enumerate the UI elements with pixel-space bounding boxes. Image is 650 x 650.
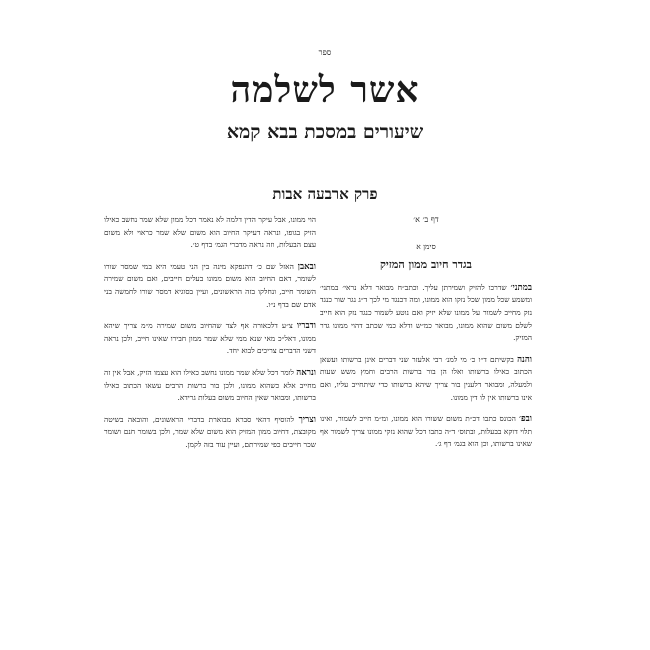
paragraph-text: בקשיתם ד״ו כ׳ מי למנ׳ רבי אלעזר שני דברים אינן ברשותו ועשאן הכתוב כאילו ברשותו ואלו הן בור ברשות הרבים וחמץ משש שעות ולמעלה, ומבואר דלענין בור צריך שיהא ברשותו כדי שיתחייב עליו, ואם אינו ברשותו אין לו דין ממונו. (320, 354, 532, 402)
paragraph-lead: ודבריו (296, 321, 316, 332)
paragraph (104, 414, 316, 452)
paragraph (104, 261, 316, 311)
paragraph-text: הכונס כתבו דכ״ת משום ששורו הוא ממונו, ומ״מ חייב לשמור, ואינו תלוי דוקא בבעלות, ובתוס׳ ד״ה כתבו דכל שהוא נזקי ממונו צריך לשמור אף שאינו ברשותו, וכן הוא בגמ׳ דף ג׳. (320, 414, 532, 449)
paragraph-text: להוסיף דהאי סברא מבוארת בדברי הראשונים, והובאה בשיטה מקובצת, דחיוב ממון המזיק הוא משום שלא שמר, ולכן בשומר חנם ושומר שכר חייבים כפי שמירתם, ועיין עוד בזה לקמן. (104, 414, 316, 449)
paragraph (104, 214, 316, 252)
right-column (320, 214, 532, 460)
chapter-title: פרק ארבעה אבות (272, 185, 378, 203)
book-label: ספר (318, 48, 332, 57)
paragraph-text: צ״ע דלכאורה אף לצד שהחיוב משום שמירה מ״מ צריך שיהא ממונו, דאל״כ מאי שנא ממי שלא שמר ממון חבירו שאינו חייב, ולכן נראה דשני הדברים צריכים לבוא יחד. (104, 321, 316, 356)
paragraph-text: שדרכו להזיק ושמירתן עליך. וכתב״ח מבואר דלא נראי׳ במתני׳ ומשמע שכל ממון שכל נזקו הוא ממונו, ומה דכנגד מי לכך ד״ג נגר שור כנגד נזק מחייב לשמור על ממונו שלא יזיק ואם נוטע לשמור כנגד נזק הוא חייב לשלם משום שהוא ממונו, מבואר כמ״ש ודלא כמי שכתב דהוי ממונו גדר המזיק. (320, 282, 532, 343)
left-column (104, 214, 316, 461)
paragraph-lead: והנה (517, 354, 532, 365)
paragraph (320, 282, 532, 345)
paragraph-text: האזל שם כ׳ דהנפקא מינה בין הני טעמי היא במי שמסר שורו לשומר, דאם החיוב הוא משום ממונו בעלים חייבים, ואם משום שמירה השומר חייב, ונחלקו בזה הראשונים, ועיין בסוגיא דמסר שורו לחמשה בני אדם שם בדף נ״ו. (104, 261, 316, 309)
siman-label: סימן א (416, 241, 436, 251)
paragraph-lead: ובאבן (297, 261, 316, 272)
book-title: אשר לשלמה (230, 69, 420, 111)
paragraph (104, 320, 316, 358)
paragraph-text: לומר דכל שלא שמר ממונו נחשב כאילו הוא עצמו הזיק, אבל אין זה מחייב אלא כשהוא ממונו, ולכן בור ברשות הרבים עשאו הכתוב כאילו ברשותו, ומבואר שאין החיוב משום בעלות גרידא. (104, 367, 316, 403)
siman-title: בגדר חיוב ממון המזיק (380, 258, 472, 272)
paragraph-lead: וצריך (298, 414, 316, 425)
paragraph-text: הוי ממונו, אבל עיקר הדין דלמה לא נאמר דכל ממון שלא שמר נחשב כאילו הזיק בגופו, ונראה דעיקר החיוב הוא משום שלא שמר כראוי ולא משום עצם הבעלות, וזה נראה מדברי הגמ׳ בדף ט׳. (104, 215, 316, 250)
paragraph (320, 354, 532, 404)
paragraph (320, 413, 532, 451)
paragraph-lead: ובפ׳ (519, 414, 532, 425)
paragraph (104, 367, 316, 405)
paragraph-lead: ונראה (296, 367, 316, 378)
daf-reference: דף ב׳ א׳ (413, 215, 439, 224)
paragraph-lead: במתני׳ (510, 282, 533, 293)
book-subtitle: שיעורים במסכת בבא קמא (226, 121, 424, 143)
